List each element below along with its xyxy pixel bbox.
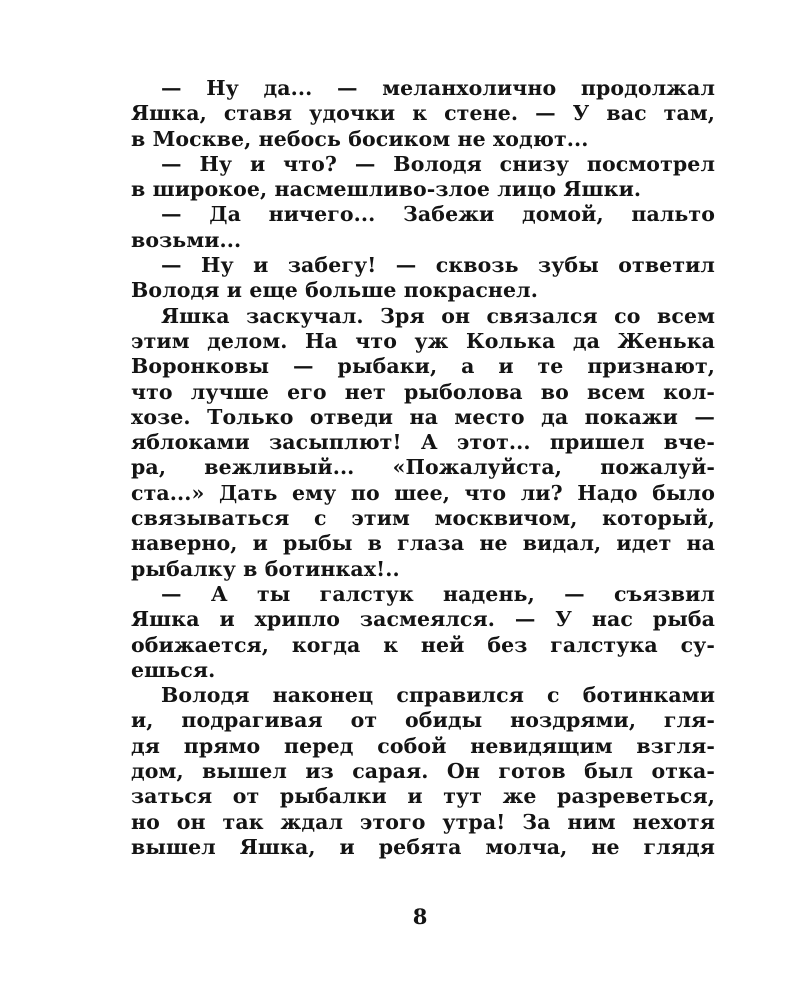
- text-line: яблоками засыплют! А этот... пришел вче-: [131, 430, 715, 455]
- text-line: и, подрагивая от обиды ноздрями, гля-: [131, 708, 715, 733]
- text-line: в широкое, насмешливо-злое лицо Яшки.: [131, 177, 642, 202]
- text-line: но он так ждал этого утра! За ним нехотя: [131, 809, 715, 834]
- text-line: дом, вышел из сарая. Он готов был отка-: [131, 759, 715, 784]
- page-number: 8: [412, 904, 428, 929]
- text-line: — Да ничего... Забежи домой, пальто: [161, 202, 715, 227]
- paragraph: [131, 304, 715, 582]
- paragraph: [131, 683, 715, 860]
- text-line: связываться с этим москвичом, который,: [131, 506, 715, 531]
- text-line: — А ты галстук надень, — съязвил: [161, 581, 715, 606]
- text-line: — Ну и что? — Володя снизу посмотрел: [161, 151, 715, 176]
- text-line: этим делом. На что уж Колька да Женька: [131, 328, 715, 353]
- paragraph: [131, 76, 715, 152]
- text-line: Яшка заскучал. Зря он связался со всем: [161, 303, 715, 328]
- text-line: вышел Яшка, и ребята молча, не глядя: [131, 834, 715, 859]
- page-text: [131, 76, 715, 860]
- text-line: заться от рыбалки и тут же разреветься,: [131, 784, 715, 809]
- text-line: что лучше его нет рыболова во всем кол-: [131, 379, 715, 404]
- paragraph: [131, 152, 715, 203]
- text-line: ра, вежливый... «Пожалуйста, пожалуй-: [131, 455, 715, 480]
- text-line: Володя наконец справился с ботинками: [161, 683, 715, 708]
- text-line: ста...» Дать ему по шее, что ли? Надо было: [131, 480, 715, 505]
- text-line: Яшка, ставя удочки к стене. — У вас там,: [131, 101, 715, 126]
- text-line: обижается, когда к ней без галстука су-: [131, 632, 715, 657]
- text-line: рыбалку в ботинках!..: [131, 556, 400, 581]
- text-line: — Ну и забегу! — сквозь зубы ответил: [161, 253, 715, 278]
- text-line: — Ну да... — меланхолично продолжал: [161, 76, 715, 100]
- text-line: возьми...: [131, 227, 242, 252]
- paragraph: [131, 253, 715, 304]
- text-line: в Москве, небось босиком не ходют...: [131, 126, 589, 151]
- text-line: Воронковы — рыбаки, а и те признают,: [131, 354, 715, 379]
- paragraph: [131, 582, 715, 683]
- text-line: хозе. Только отведи на место да покажи —: [131, 404, 715, 429]
- text-line: Яшка и хрипло засмеялся. — У нас рыба: [131, 607, 715, 632]
- text-line: дя прямо перед собой невидящим взгля-: [131, 733, 715, 758]
- text-line: наверно, и рыбы в глаза не видал, идет на: [131, 531, 715, 556]
- text-line: ешься.: [131, 657, 216, 682]
- text-line: Володя и еще больше покраснел.: [131, 278, 538, 303]
- paragraph: [131, 202, 715, 253]
